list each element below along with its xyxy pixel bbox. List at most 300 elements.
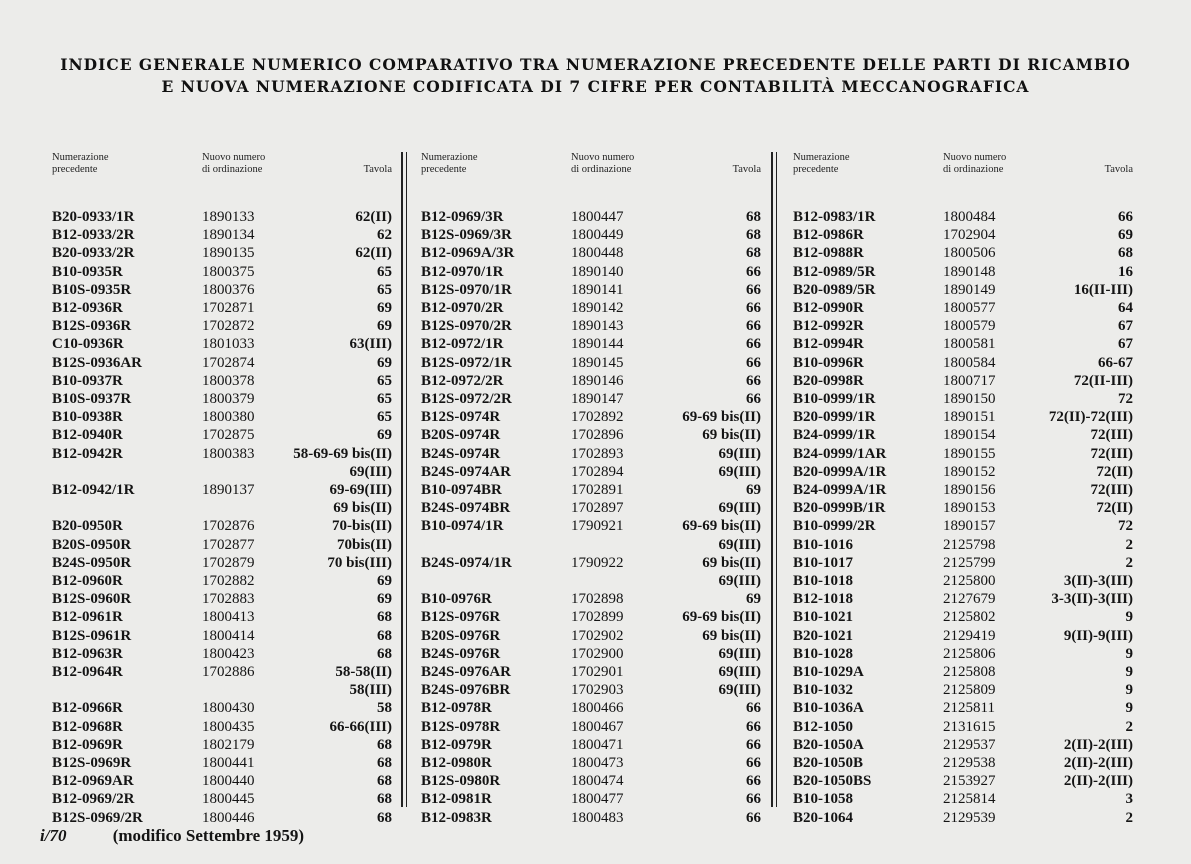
new-number-cell: 2125808 — [943, 664, 996, 680]
tavola-cell: 66 — [746, 318, 761, 335]
new-number-cell: 1702893 — [571, 445, 624, 462]
table-row — [421, 663, 761, 681]
new-number-cell: 2129419 — [943, 627, 996, 644]
table-row — [793, 390, 1133, 408]
column-divider-2b — [776, 152, 777, 807]
tavola-cell: 69 — [1118, 227, 1133, 244]
prev-number-cell: B24-0999/1R — [793, 427, 876, 444]
new-number-cell: 1702898 — [571, 591, 624, 608]
table-row — [793, 645, 1133, 663]
header-new-line2: di ordinazione — [202, 164, 263, 175]
prev-number-cell: B10-0976R — [421, 591, 492, 608]
new-number-cell: 1890157 — [943, 518, 996, 535]
tavola-cell: 2(II)-2(III) — [1063, 736, 1133, 753]
tavola-cell: 3-3(II)-3(III) — [1051, 591, 1133, 608]
table-row — [793, 699, 1133, 717]
table-row — [793, 554, 1133, 572]
prev-number-cell: B20-0999/1R — [793, 409, 876, 426]
table-row — [421, 445, 761, 463]
tavola-cell: 58-69-69 bis(II) — [293, 445, 392, 462]
tavola-cell: 72(II) — [1096, 500, 1133, 517]
tavola-cell: 65 — [377, 281, 392, 298]
tavola-cell: 66-67 — [1098, 354, 1133, 371]
header-tavola: Tavola — [732, 164, 761, 175]
tavola-cell: 72(III) — [1090, 427, 1133, 444]
table-row — [793, 572, 1133, 590]
header-new-line1: Nuovo numero — [571, 152, 635, 163]
new-number-cell: 2131615 — [943, 718, 996, 735]
prev-number-cell: B24-0999A/1R — [793, 482, 887, 498]
tavola-cell: 72(II)-72(III) — [1048, 409, 1133, 426]
table-row — [793, 317, 1133, 335]
tavola-cell: 66 — [746, 700, 761, 717]
tavola-cell: 9(II)-9(III) — [1063, 627, 1133, 644]
tavola-cell: 69(III) — [718, 664, 761, 680]
header-tavola: Tavola — [363, 164, 392, 175]
table-row — [421, 208, 761, 226]
prev-number-cell: B10-0974BR — [421, 482, 502, 498]
table-row — [421, 554, 761, 572]
prev-number-cell: B24-0999/1AR — [793, 445, 887, 462]
new-number-cell: 2125800 — [943, 573, 996, 589]
table-row — [52, 281, 392, 299]
prev-number-cell: B12-0972/1R — [421, 336, 504, 353]
prev-number-cell: B12-1050 — [793, 718, 853, 735]
table-row — [52, 663, 392, 681]
page-footer — [40, 826, 304, 846]
tavola-cell: 66 — [746, 263, 761, 280]
table-row — [421, 335, 761, 353]
tavola-cell: 68 — [746, 245, 761, 262]
tavola-cell: 69 bis(II) — [333, 500, 392, 517]
header-new-line1: Nuovo numero — [202, 152, 266, 163]
new-number-cell: 1702871 — [202, 300, 255, 316]
table-row — [421, 608, 761, 626]
tavola-cell: 9 — [1125, 700, 1133, 717]
table-row — [793, 244, 1133, 262]
tavola-cell: 68 — [377, 736, 392, 753]
tavola-cell: 70 bis(III) — [327, 554, 392, 571]
prev-number-cell: B12-0969A/3R — [421, 245, 515, 262]
tavola-cell: 72(III) — [1090, 482, 1133, 498]
new-number-cell: 1890137 — [202, 482, 255, 498]
tavola-cell: 68 — [377, 773, 392, 790]
tavola-cell: 72(II-III) — [1073, 372, 1133, 389]
prev-number-cell: B24S-0950R — [52, 554, 132, 571]
table-row — [793, 408, 1133, 426]
header-new-number — [943, 152, 1006, 176]
tavola-cell: 2 — [1125, 536, 1133, 553]
tavola-cell: 65 — [377, 409, 392, 426]
new-number-cell: 1800423 — [202, 645, 255, 662]
table-row — [421, 772, 761, 790]
prev-number-cell: B12-0940R — [52, 427, 123, 444]
table-row — [421, 718, 761, 736]
prev-number-cell: B10-1018 — [793, 573, 853, 589]
title-line-2: E NUOVA NUMERAZIONE CODIFICATA DI 7 CIFRE PER CONTABILITÀ MECCANOGRAFICA — [161, 77, 1030, 96]
table-row — [421, 517, 761, 535]
new-number-cell: 2125802 — [943, 609, 996, 626]
new-number-cell: 1800577 — [943, 300, 996, 316]
prev-number-cell: B12S-0936R — [52, 318, 132, 335]
prev-number-cell: B12-0972/2R — [421, 372, 504, 389]
table-row — [421, 354, 761, 372]
new-number-cell: 1890147 — [571, 391, 624, 407]
column-divider-1a — [401, 152, 403, 807]
new-number-cell: 1702886 — [202, 664, 255, 680]
table-row — [52, 790, 392, 808]
tavola-cell: 69-69 bis(II) — [682, 518, 761, 535]
tavola-cell: 69(III) — [718, 536, 761, 553]
prev-number-cell: B10S-0937R — [52, 391, 132, 407]
new-number-cell: 1890154 — [943, 427, 996, 444]
tavola-cell: 66 — [746, 736, 761, 753]
table-row — [52, 718, 392, 736]
new-number-cell: 1890151 — [943, 409, 996, 426]
prev-number-cell: B12-0933/2R — [52, 227, 135, 244]
table-row — [52, 645, 392, 663]
tavola-cell: 69(III) — [718, 500, 761, 517]
tavola-cell: 72 — [1118, 391, 1133, 407]
table-row — [793, 536, 1133, 554]
new-number-cell: 1702901 — [571, 664, 624, 680]
tavola-cell: 68 — [746, 209, 761, 225]
tavola-cell: 69(III) — [349, 463, 392, 480]
prev-number-cell: B12S-0969/3R — [421, 227, 512, 244]
table-row — [421, 754, 761, 772]
table-row — [52, 244, 392, 262]
table-row — [793, 481, 1133, 499]
header-tavola: Tavola — [1104, 164, 1133, 175]
table-row — [52, 681, 392, 699]
new-number-cell: 2125809 — [943, 682, 996, 699]
tavola-cell: 70bis(II) — [336, 536, 392, 553]
prev-number-cell: B12S-0969/2R — [52, 809, 143, 826]
tavola-cell: 63(III) — [349, 336, 392, 353]
prev-number-cell: B12-0964R — [52, 664, 123, 680]
table-row — [793, 426, 1133, 444]
revision-note: (modifico Settembre 1959) — [112, 826, 305, 845]
prev-number-cell: B10-1016 — [793, 536, 853, 553]
table-row — [421, 790, 761, 808]
table-row — [793, 790, 1133, 808]
tavola-cell: 2(II)-2(III) — [1063, 755, 1133, 771]
table-row — [421, 372, 761, 390]
tavola-cell: 9 — [1125, 609, 1133, 626]
header-prev-line1: Numerazione — [52, 152, 109, 163]
new-number-cell: 1702891 — [571, 482, 624, 498]
table-row — [421, 463, 761, 481]
prev-number-cell: B24S-0974/1R — [421, 554, 512, 571]
prev-number-cell: B10-1036A — [793, 700, 864, 717]
prev-number-cell: B12-0983R — [421, 809, 492, 826]
new-number-cell: 1800477 — [571, 791, 624, 808]
tavola-cell: 2(II)-2(III) — [1063, 773, 1133, 790]
table-row — [52, 408, 392, 426]
tavola-cell: 9 — [1125, 645, 1133, 662]
prev-number-cell: B12-0979R — [421, 736, 492, 753]
table-row — [793, 299, 1133, 317]
prev-number-cell: B20-0999B/1R — [793, 500, 886, 517]
tavola-cell: 2 — [1125, 554, 1133, 571]
table-row — [793, 754, 1133, 772]
tavola-cell: 68 — [746, 227, 761, 244]
new-number-cell: 2125806 — [943, 645, 996, 662]
table-row — [52, 736, 392, 754]
table-row — [52, 754, 392, 772]
new-number-cell: 1702883 — [202, 591, 255, 608]
new-number-cell: 1800445 — [202, 791, 255, 808]
tavola-cell: 58-58(II) — [335, 664, 392, 680]
tavola-cell: 68 — [377, 645, 392, 662]
new-number-cell: 1890148 — [943, 263, 996, 280]
prev-number-cell: B12-0968R — [52, 718, 123, 735]
tavola-cell: 65 — [377, 263, 392, 280]
new-number-cell: 1702896 — [571, 427, 624, 444]
new-number-cell: 1702882 — [202, 573, 255, 589]
tavola-cell: 58 — [377, 700, 392, 717]
column-divider-2a — [771, 152, 773, 807]
prev-number-cell: B12S-0974R — [421, 409, 501, 426]
tavola-cell: 66 — [746, 300, 761, 316]
tavola-cell: 69 — [377, 318, 392, 335]
prev-number-cell: B12S-0976R — [421, 609, 501, 626]
new-number-cell: 1800467 — [571, 718, 624, 735]
tavola-cell: 62(II) — [355, 209, 392, 225]
new-number-cell: 1800441 — [202, 755, 255, 771]
new-number-cell: 1800380 — [202, 409, 255, 426]
prev-number-cell: B24S-0974AR — [421, 463, 512, 480]
table-row — [421, 281, 761, 299]
new-number-cell: 2129539 — [943, 809, 996, 826]
new-number-cell: 2125811 — [943, 700, 995, 717]
tavola-cell: 66 — [746, 354, 761, 371]
table-row — [52, 772, 392, 790]
prev-number-cell: B10-1029A — [793, 664, 864, 680]
new-number-cell: 1800375 — [202, 263, 255, 280]
tavola-cell: 66 — [746, 773, 761, 790]
table-row — [421, 590, 761, 608]
prev-number-cell: B10-1058 — [793, 791, 853, 808]
table-row — [52, 263, 392, 281]
tavola-cell: 68 — [377, 809, 392, 826]
new-number-cell: 2125798 — [943, 536, 996, 553]
prev-number-cell: B24S-0976R — [421, 645, 501, 662]
table-row — [52, 481, 392, 499]
prev-number-cell: B12-1018 — [793, 591, 853, 608]
table-row — [52, 226, 392, 244]
table-row — [421, 390, 761, 408]
prev-number-cell: B20-0989/5R — [793, 281, 876, 298]
table-row — [52, 536, 392, 554]
new-number-cell: 1800483 — [571, 809, 624, 826]
prev-number-cell: B12-0980R — [421, 755, 492, 771]
tavola-cell: 69(III) — [718, 645, 761, 662]
prev-number-cell: B12S-0961R — [52, 627, 132, 644]
header-new-number — [571, 152, 634, 176]
new-number-cell: 1702879 — [202, 554, 255, 571]
new-number-cell: 1800584 — [943, 354, 996, 371]
table-row — [52, 699, 392, 717]
new-number-cell: 1800378 — [202, 372, 255, 389]
prev-number-cell: C10-0936R — [52, 336, 124, 353]
table-row — [52, 299, 392, 317]
prev-number-cell: B12-0970/1R — [421, 263, 504, 280]
prev-number-cell: B12-0961R — [52, 609, 123, 626]
prev-number-cell: B12-0942R — [52, 445, 123, 462]
new-number-cell: 1890135 — [202, 245, 255, 262]
table-row — [793, 463, 1133, 481]
tavola-cell: 68 — [1118, 245, 1133, 262]
prev-number-cell: B20-0998R — [793, 372, 864, 389]
table-row — [421, 681, 761, 699]
tavola-cell: 69 — [377, 300, 392, 316]
tavola-cell: 69-69 bis(II) — [682, 409, 761, 426]
table-row — [421, 226, 761, 244]
new-number-cell: 1800447 — [571, 209, 624, 225]
tavola-cell: 66 — [746, 791, 761, 808]
prev-number-cell: B10-0996R — [793, 354, 864, 371]
table-row — [52, 335, 392, 353]
prev-number-cell: B20-1050A — [793, 736, 864, 753]
tavola-cell: 66 — [746, 281, 761, 298]
tavola-cell: 65 — [377, 391, 392, 407]
table-row — [793, 627, 1133, 645]
prev-number-cell: B12-0989/5R — [793, 263, 876, 280]
tavola-cell: 72 — [1118, 518, 1133, 535]
prev-number-cell: B12-0981R — [421, 791, 492, 808]
table-row — [421, 572, 761, 590]
table-column-2 — [421, 0, 761, 864]
table-row — [421, 699, 761, 717]
new-number-cell: 1890152 — [943, 463, 996, 480]
table-row — [52, 517, 392, 535]
prev-number-cell: B12S-0972/2R — [421, 391, 512, 407]
new-number-cell: 1890155 — [943, 445, 996, 462]
prev-number-cell: B12-0988R — [793, 245, 864, 262]
tavola-cell: 69 — [377, 573, 392, 589]
new-number-cell: 1800474 — [571, 773, 624, 790]
prev-number-cell: B10-0974/1R — [421, 518, 504, 535]
prev-number-cell: B20-0950R — [52, 518, 123, 535]
tavola-cell: 62(II) — [355, 245, 392, 262]
prev-number-cell: B24S-0976AR — [421, 664, 512, 680]
new-number-cell: 1702904 — [943, 227, 996, 244]
prev-number-cell: B10-0938R — [52, 409, 123, 426]
table-row — [421, 627, 761, 645]
new-number-cell: 1702876 — [202, 518, 255, 535]
prev-number-cell: B20-1021 — [793, 627, 853, 644]
new-number-cell: 1702899 — [571, 609, 624, 626]
tavola-cell: 68 — [377, 609, 392, 626]
header-new-line2: di ordinazione — [571, 164, 632, 175]
table-row — [793, 281, 1133, 299]
prev-number-cell: B12-0992R — [793, 318, 864, 335]
tavola-cell: 70-bis(II) — [331, 518, 392, 535]
tavola-cell: 2 — [1125, 809, 1133, 826]
new-number-cell: 2125814 — [943, 791, 996, 808]
new-number-cell: 1790921 — [571, 518, 624, 535]
table-row — [52, 445, 392, 463]
prev-number-cell: B12-0983/1R — [793, 209, 876, 225]
new-number-cell: 1702877 — [202, 536, 255, 553]
tavola-cell: 69-69 bis(II) — [682, 609, 761, 626]
tavola-cell: 66 — [746, 809, 761, 826]
prev-number-cell: B10-1021 — [793, 609, 853, 626]
new-number-cell: 1890133 — [202, 209, 255, 225]
table-row — [421, 499, 761, 517]
prev-number-cell: B12S-0969R — [52, 755, 132, 771]
tavola-cell: 69 bis(II) — [702, 427, 761, 444]
prev-number-cell: B12-0969AR — [52, 773, 134, 790]
table-row — [793, 736, 1133, 754]
table-row — [421, 317, 761, 335]
tavola-cell: 2 — [1125, 718, 1133, 735]
tavola-cell: 16(II-III) — [1073, 281, 1133, 298]
new-number-cell: 1702892 — [571, 409, 624, 426]
tavola-cell: 69 — [377, 591, 392, 608]
table-row — [793, 445, 1133, 463]
prev-number-cell: B24S-0974R — [421, 445, 501, 462]
new-number-cell: 1702874 — [202, 354, 255, 371]
tavola-cell: 69(III) — [718, 573, 761, 589]
prev-number-cell: B12S-0972/1R — [421, 354, 512, 371]
prev-number-cell: B20-1050BS — [793, 773, 872, 790]
prev-number-cell: B12-0969R — [52, 736, 123, 753]
prev-number-cell: B12S-0960R — [52, 591, 132, 608]
table-row — [52, 463, 392, 481]
tavola-cell: 3 — [1125, 791, 1133, 808]
prev-number-cell: B10S-0935R — [52, 281, 132, 298]
prev-number-cell: B12S-0978R — [421, 718, 501, 735]
prev-number-cell: B20S-0974R — [421, 427, 501, 444]
table-row — [793, 517, 1133, 535]
new-number-cell: 2129537 — [943, 736, 996, 753]
table-row — [52, 208, 392, 226]
prev-number-cell: B12-0936R — [52, 300, 123, 316]
new-number-cell: 1800717 — [943, 372, 996, 389]
tavola-cell: 66 — [746, 391, 761, 407]
new-number-cell: 1800440 — [202, 773, 255, 790]
header-new-line1: Nuovo numero — [943, 152, 1007, 163]
header-prev-line2: precedente — [52, 164, 98, 175]
table-row — [421, 809, 761, 827]
table-row — [421, 736, 761, 754]
tavola-cell: 62 — [377, 227, 392, 244]
header-new-number — [202, 152, 265, 176]
new-number-cell: 1890134 — [202, 227, 255, 244]
table-row — [793, 772, 1133, 790]
tavola-cell: 9 — [1125, 664, 1133, 680]
tavola-cell: 69 — [377, 427, 392, 444]
tavola-cell: 58(III) — [349, 682, 392, 699]
tavola-cell: 69 bis(II) — [702, 554, 761, 571]
prev-number-cell: B24S-0976BR — [421, 682, 511, 699]
prev-number-cell: B20S-0950R — [52, 536, 132, 553]
table-row — [421, 299, 761, 317]
new-number-cell: 1890143 — [571, 318, 624, 335]
prev-number-cell: B12S-0970/1R — [421, 281, 512, 298]
header-prev-numbering — [793, 152, 850, 176]
new-number-cell: 1800376 — [202, 281, 255, 298]
tavola-cell: 69-69(III) — [329, 482, 392, 498]
prev-number-cell: B20S-0976R — [421, 627, 501, 644]
tavola-cell: 9 — [1125, 682, 1133, 699]
new-number-cell: 1890145 — [571, 354, 624, 371]
new-number-cell: 1800379 — [202, 391, 255, 407]
table-row — [793, 499, 1133, 517]
table-row — [52, 554, 392, 572]
